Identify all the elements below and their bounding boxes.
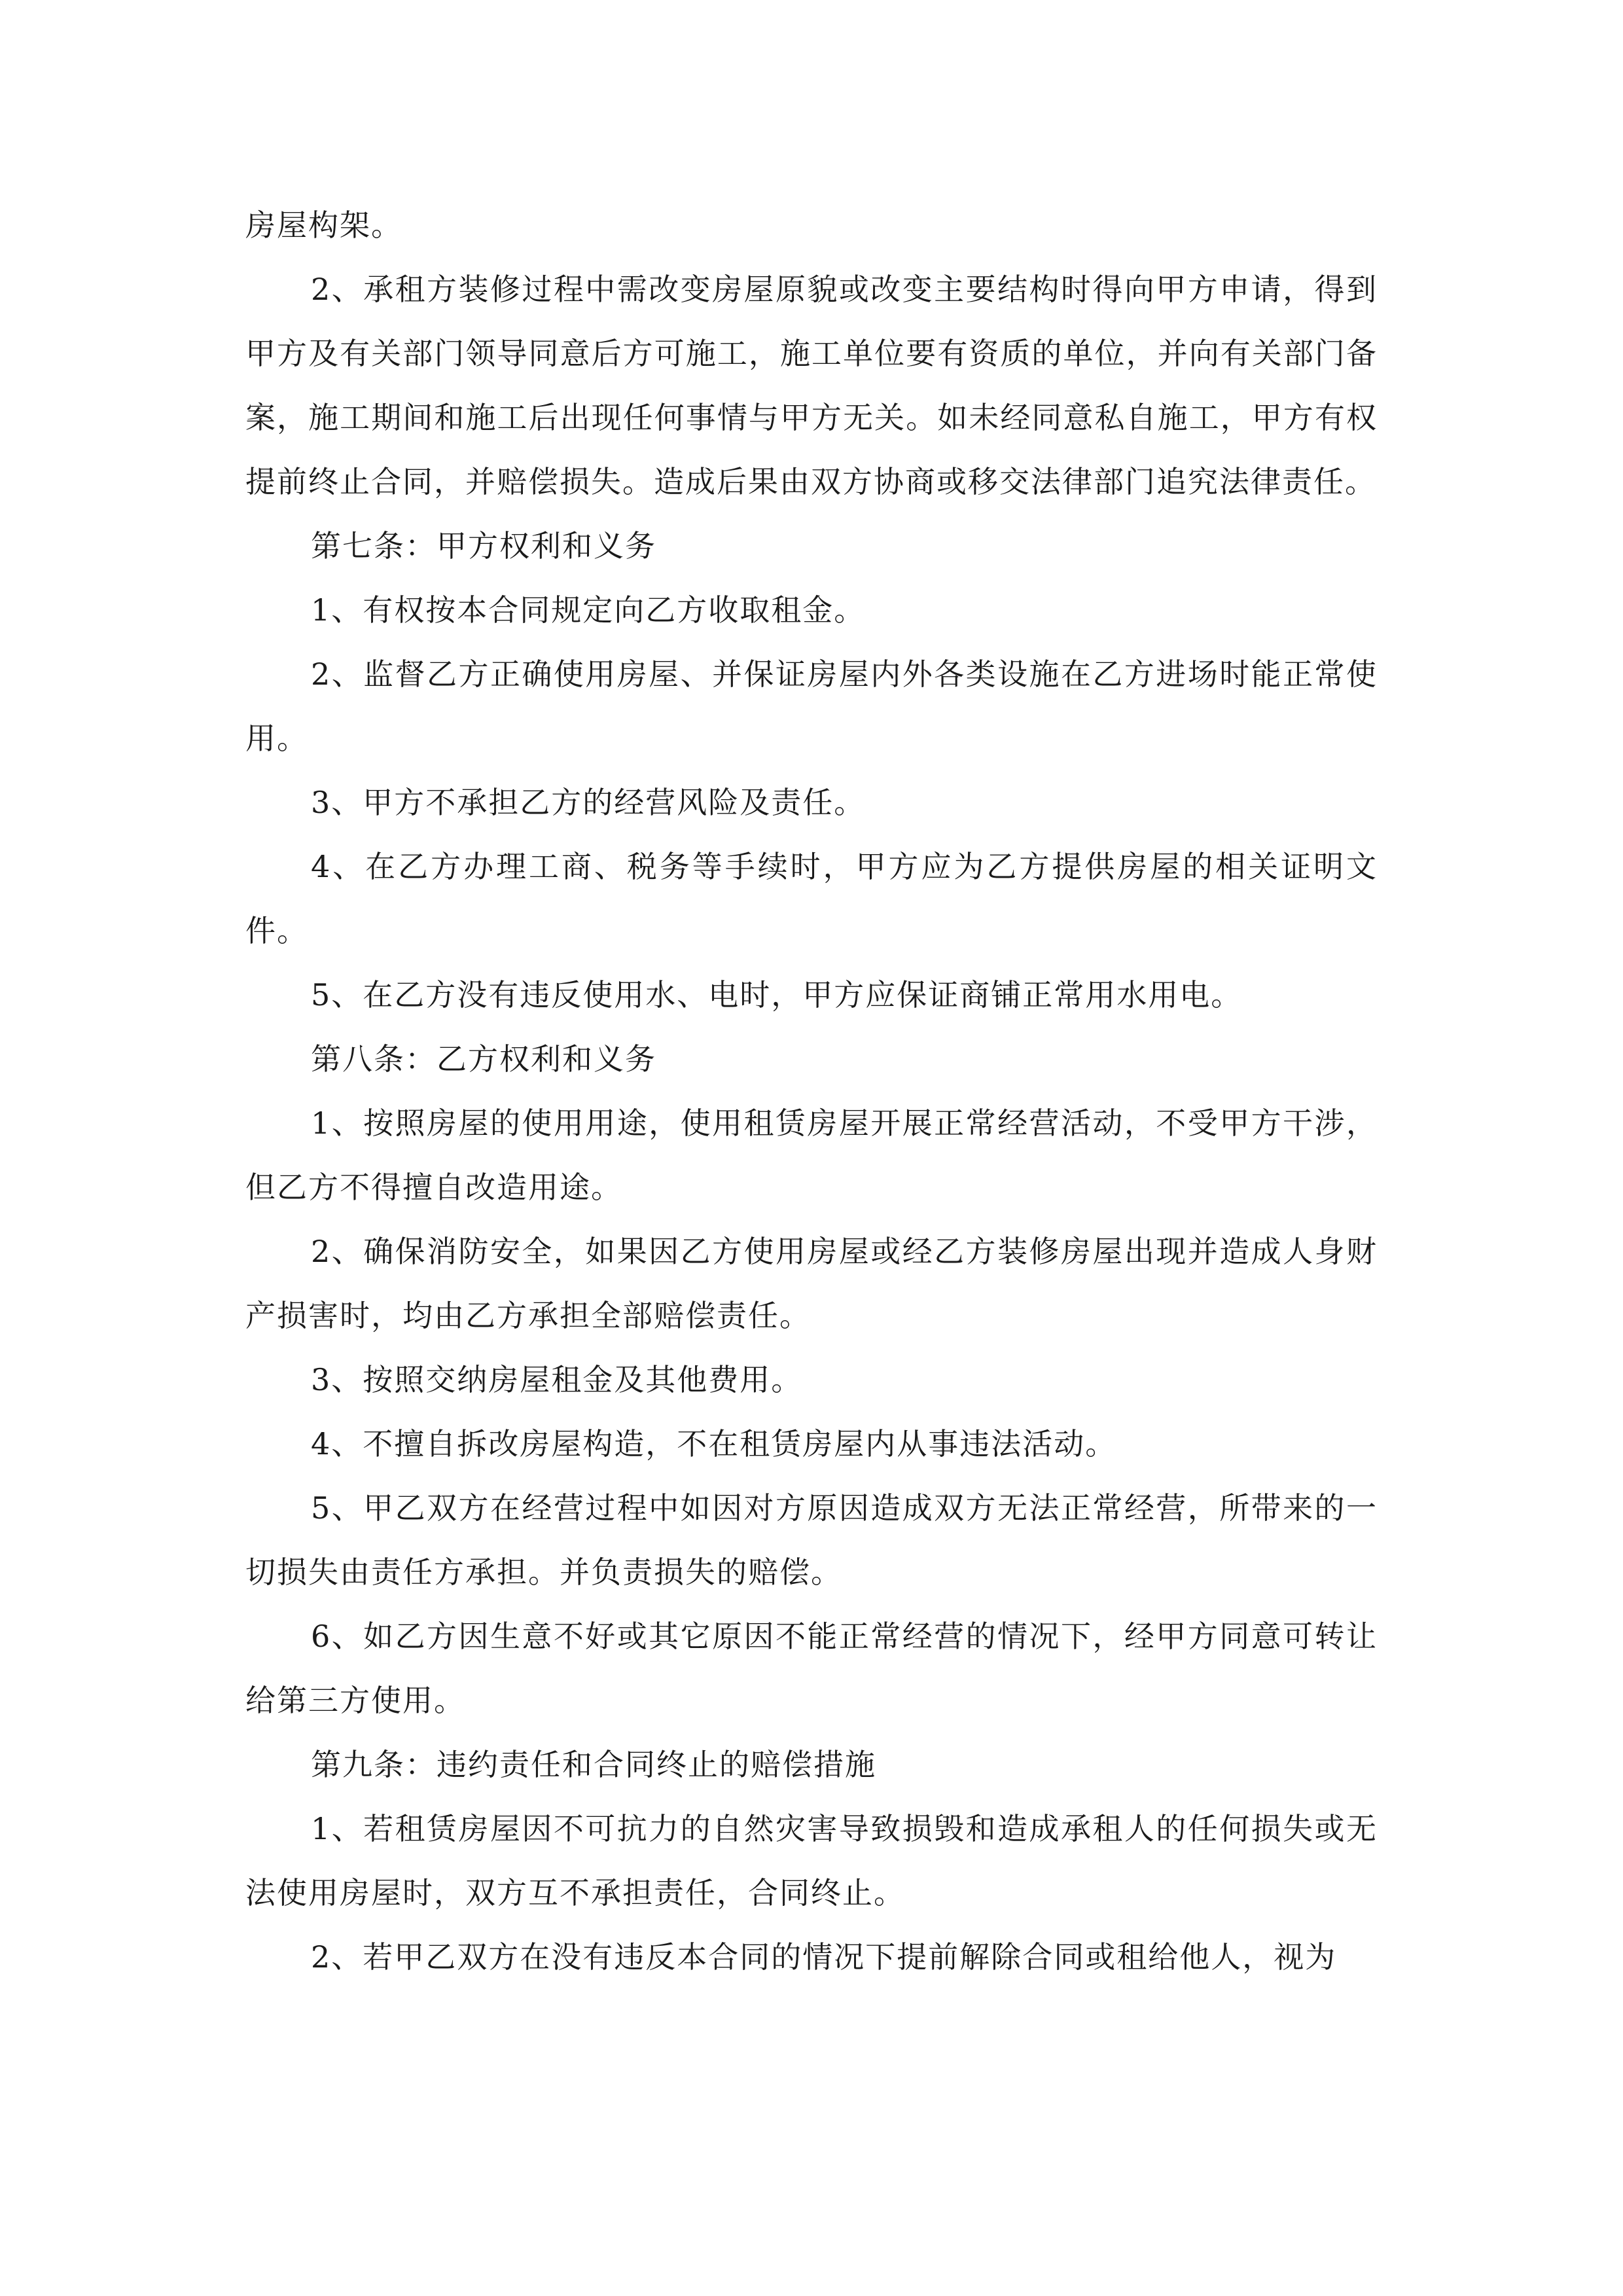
clause-item: 3、按照交纳房屋租金及其他费用。 bbox=[311, 1362, 803, 1397]
clause-item: 1、若租赁房屋因不可抗力的自然灾害导致损毁和造成承租人的任何损失或无法使用房屋时，双方互不承担责任，合同终止。 bbox=[245, 1811, 1378, 1910]
clause-item: 3、甲方不承担乙方的经营风险及责任。 bbox=[311, 785, 866, 820]
document-body bbox=[245, 193, 1378, 1989]
paragraph-continuation: 房屋构架。 bbox=[245, 207, 402, 243]
clause-item: 4、不擅自拆改房屋构造，不在租赁房屋内从事违法活动。 bbox=[311, 1426, 1117, 1462]
clause-item: 5、甲乙双方在经营过程中如因对方原因造成双方无法正常经营，所带来的一切损失由责任方承担。并负责损失的赔偿。 bbox=[245, 1490, 1378, 1590]
clause-item: 1、按照房屋的使用用途，使用租赁房屋开展正常经营活动，不受甲方干涉，但乙方不得擅自改造用途。 bbox=[245, 1105, 1378, 1205]
article-heading-9: 第九条：违约责任和合同终止的赔偿措施 bbox=[311, 1747, 876, 1782]
article-heading-8: 第八条：乙方权利和义务 bbox=[311, 1041, 656, 1077]
clause-item: 1、有权按本合同规定向乙方收取租金。 bbox=[311, 592, 866, 628]
clause-item: 2、监督乙方正确使用房屋、并保证房屋内外各类设施在乙方进场时能正常使用。 bbox=[245, 656, 1378, 756]
clause-item: 5、在乙方没有违反使用水、电时，甲方应保证商铺正常用水用电。 bbox=[311, 977, 1243, 1013]
clause-item: 2、承租方装修过程中需改变房屋原貌或改变主要结构时得向甲方申请，得到甲方及有关部门领导同意后方可施工，施工单位要有资质的单位，并向有关部门备案，施工期间和施工后出现任何事情与甲方无关。如未经同意私自施工，甲方有权提前终止合同，并赔偿损失。造成后果由双方协商或移交法律部门追究法律责任。 bbox=[245, 272, 1378, 499]
clause-item: 2、确保消防安全，如果因乙方使用房屋或经乙方装修房屋出现并造成人身财产损害时，均由乙方承担全部赔偿责任。 bbox=[245, 1234, 1378, 1333]
article-heading-7: 第七条：甲方权利和义务 bbox=[311, 528, 656, 564]
clause-item: 6、如乙方因生意不好或其它原因不能正常经营的情况下，经甲方同意可转让给第三方使用。 bbox=[245, 1619, 1378, 1718]
clause-item: 2、若甲乙双方在没有违反本合同的情况下提前解除合同或租给他人，视为 bbox=[311, 1939, 1337, 1975]
clause-item: 4、在乙方办理工商、税务等手续时，甲方应为乙方提供房屋的相关证明文件。 bbox=[245, 849, 1378, 948]
